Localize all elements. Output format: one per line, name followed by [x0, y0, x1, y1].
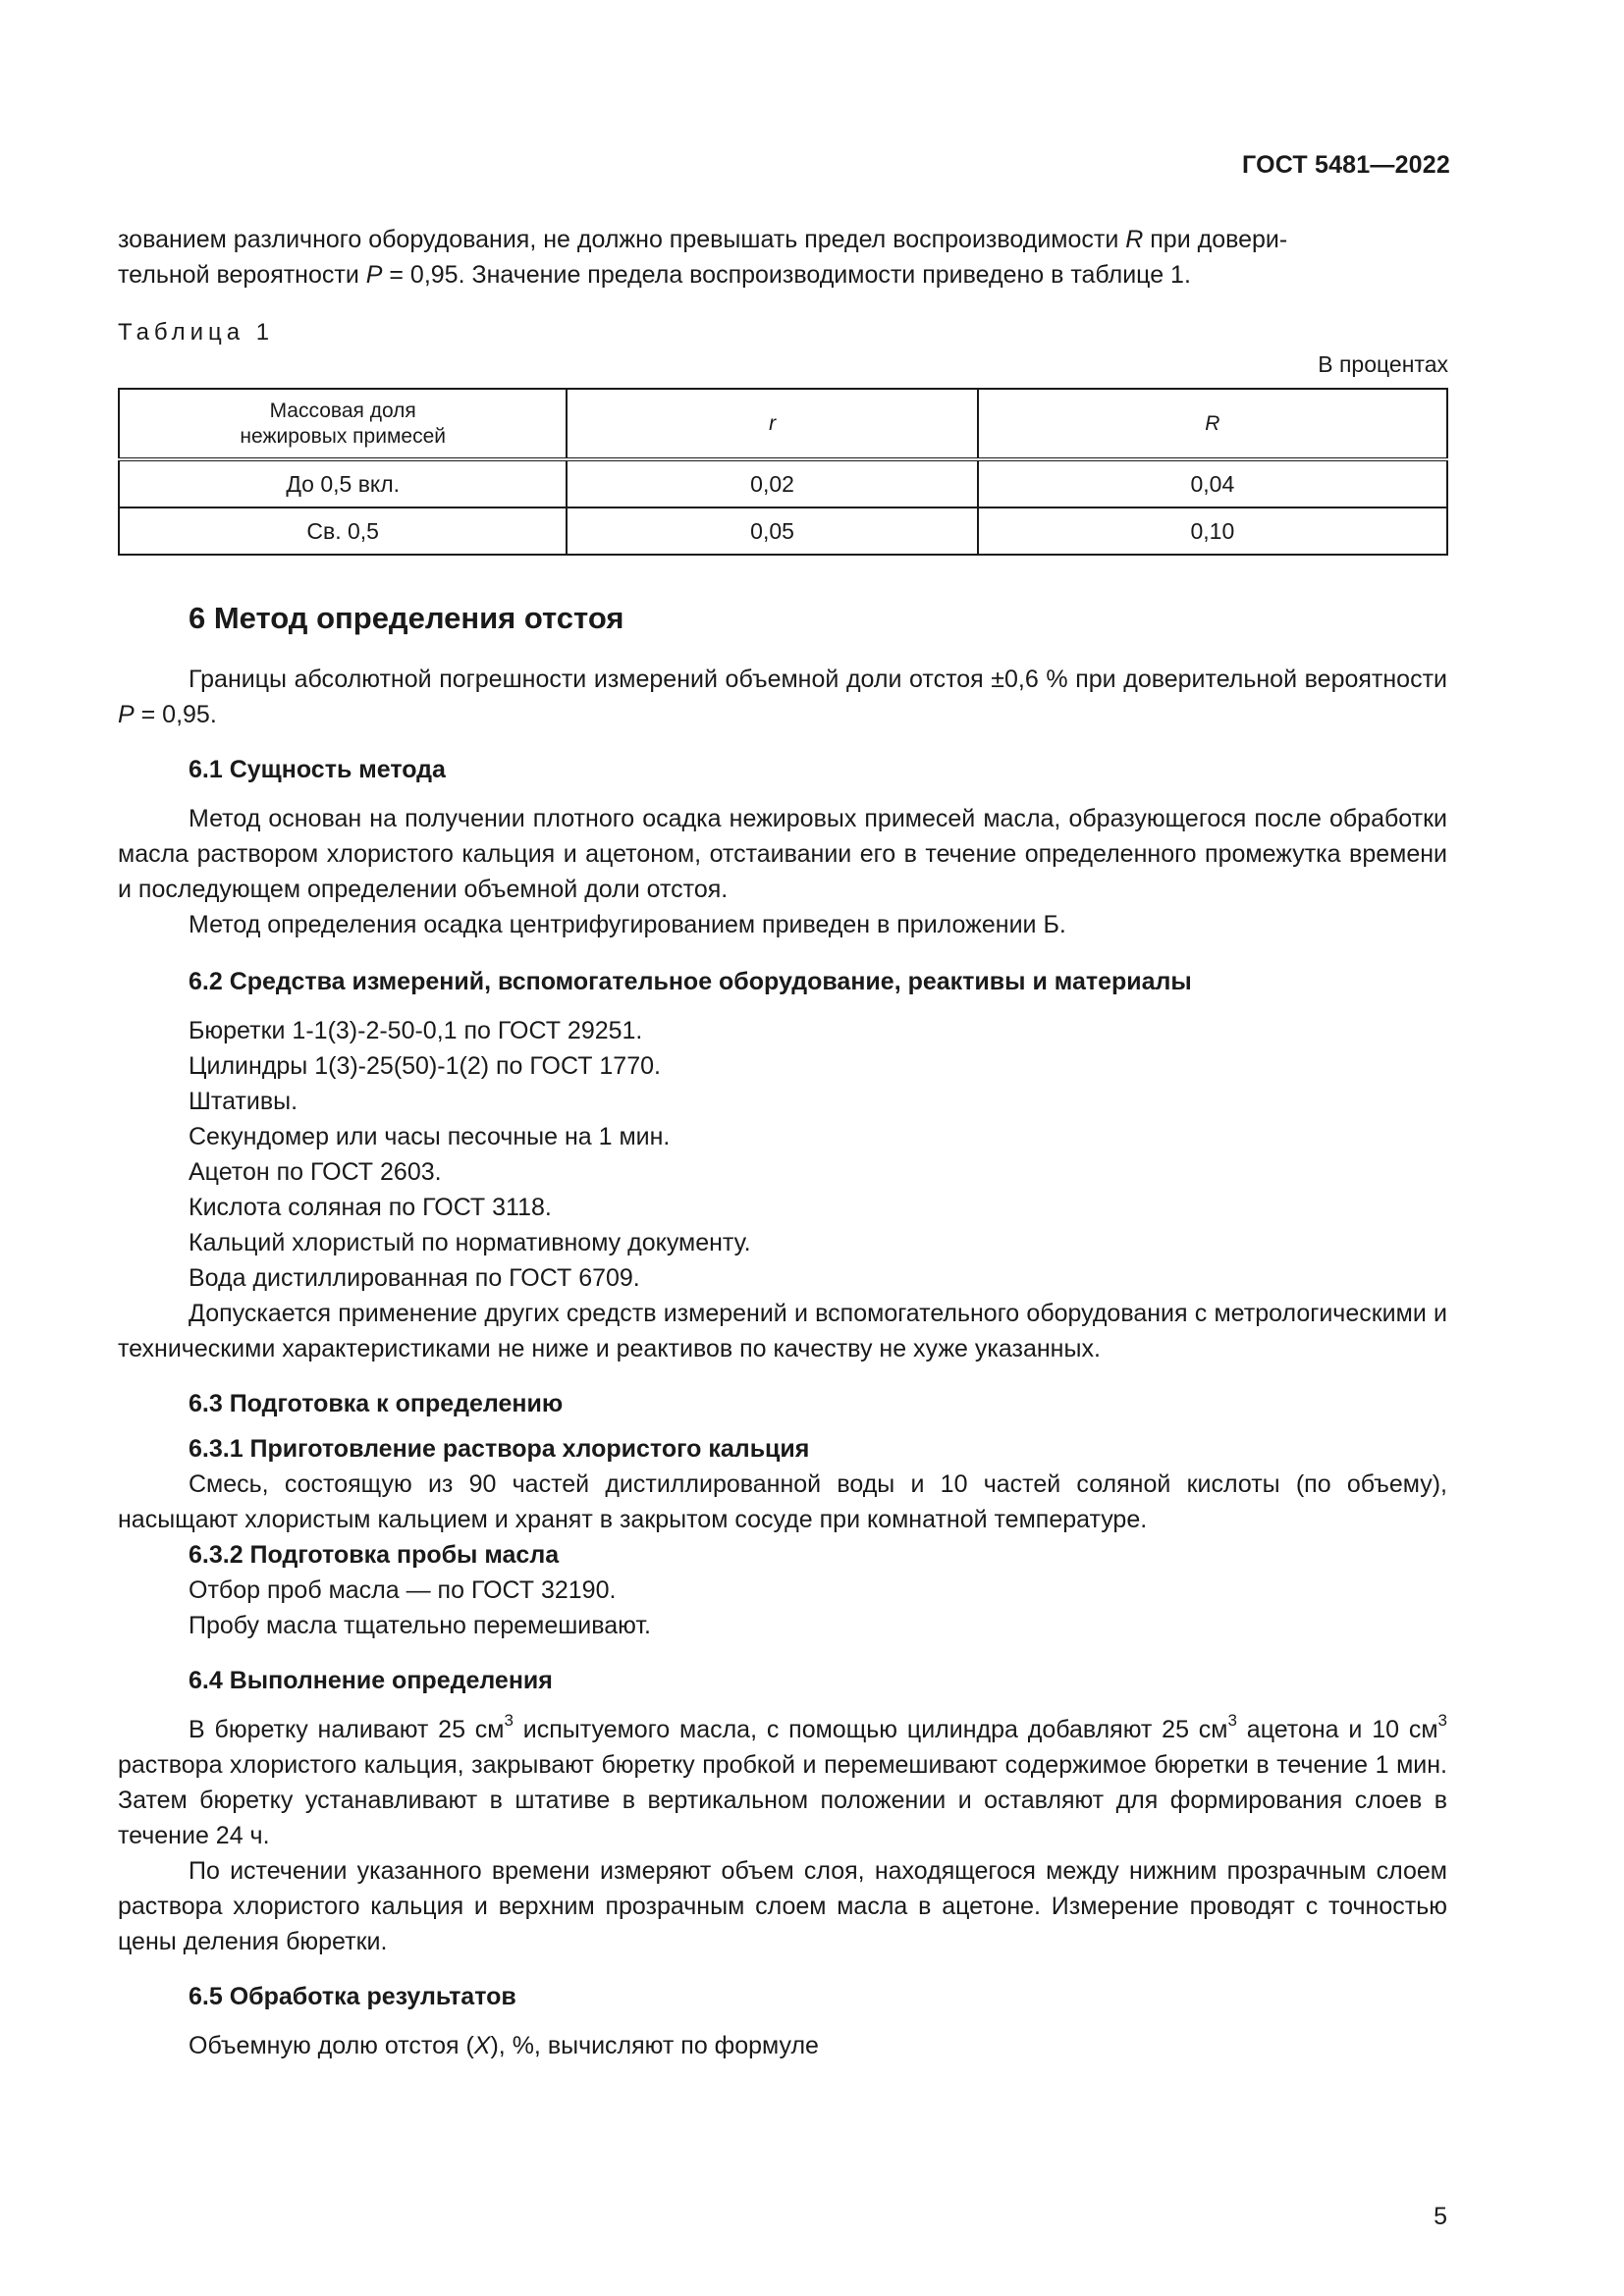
list-item: Бюретки 1-1(3)-2-50-0,1 по ГОСТ 29251. — [189, 1017, 643, 1044]
section-6-4-paragraph: По истечении указанного времени измеряют объем слоя, находящегося между нижним прозрачным слоем раствора хлористого кальция и верхним прозрачным слоем масла в ацетоне. Измерение проводят с точностью цены деления бюретки. — [118, 1857, 1447, 1955]
section-6-1-paragraph: Метод основан на получении плотного осадка нежировых примесей масла, образующегося после обработки масла раствором хлористого кальция и ацетоном, отстаивании его в течение определенного промежутка времени и последующем определении объемной доли отстоя. — [118, 805, 1447, 903]
section-6-title: 6 Метод определения отстоя — [189, 601, 624, 635]
section-6-3-1-paragraph: Смесь, состоящую из 90 частей дистиллированной воды и 10 частей соляной кислоты (по объему), насыщают хлористым кальцием и хранят в закрытом сосуде при комнатной температуре. — [118, 1470, 1447, 1533]
table-cell: 0,05 — [567, 507, 977, 555]
section-6-3-title: 6.3 Подготовка к определению — [189, 1390, 564, 1417]
section-6-paragraph: Границы абсолютной погрешности измерений объемной доли отстоя ±0,6 % при доверительной вероятности P = 0,95. — [118, 666, 1447, 728]
table-cell: Св. 0,5 — [119, 507, 567, 555]
equipment-list — [118, 1013, 1447, 1296]
table-cell: 0,02 — [567, 459, 977, 507]
document-code: ГОСТ 5481—2022 — [1242, 151, 1450, 179]
section-6-body — [118, 662, 1447, 2063]
section-6-3-1-title: 6.3.1 Приготовление раствора хлористого кальция — [189, 1435, 810, 1463]
section-6-3-2-line: Отбор проб масла — по ГОСТ 32190. — [189, 1576, 617, 1604]
section-6-2-title: 6.2 Средства измерений, вспомогательное оборудование, реактивы и материалы — [189, 968, 1192, 995]
section-6-4-title: 6.4 Выполнение определения — [189, 1667, 553, 1694]
table-header-r: r — [567, 389, 977, 459]
precision-table — [118, 388, 1448, 556]
table-row — [119, 459, 1447, 507]
list-item: Штативы. — [189, 1088, 298, 1115]
list-item: Вода дистиллированная по ГОСТ 6709. — [189, 1264, 640, 1292]
table-units: В процентах — [1318, 351, 1448, 377]
section-6-1-paragraph: Метод определения осадка центрифугированием приведен в приложении Б. — [189, 911, 1066, 938]
list-item: Цилиндры 1(3)-25(50)-1(2) по ГОСТ 1770. — [189, 1052, 661, 1080]
table-cell: До 0,5 вкл. — [119, 459, 567, 507]
section-6-5-paragraph: Объемную долю отстоя (X), %, вычисляют по формуле — [189, 2032, 819, 2059]
list-item: Кислота соляная по ГОСТ 3118. — [189, 1194, 552, 1221]
section-6-1-title: 6.1 Сущность метода — [189, 756, 446, 783]
section-6-3-2-title: 6.3.2 Подготовка пробы масла — [189, 1541, 560, 1569]
table-cell: 0,10 — [978, 507, 1447, 555]
section-6-4-paragraph: В бюретку наливают 25 $см^3$ испытуемого масла, с помощью цилиндра добавляют 25 $см^3$ ацетона и 10 $см^3$ раствора хлористого кальция, закрывают бюретку пробкой и перемешивают содержимое бюретки в течение 1 мин. Затем бюретку устанавливают в штативе в вертикальном положении и оставляют для формирования слоев в течение 24 ч. — [118, 1710, 1447, 1849]
section-6-5-title: 6.5 Обработка результатов — [189, 1983, 516, 2010]
table-header-row — [119, 389, 1447, 459]
table-caption: Таблица 1 — [118, 319, 275, 346]
page-number: 5 — [1434, 2203, 1447, 2230]
table-cell: 0,04 — [978, 459, 1447, 507]
section-6-3-2-line: Пробу масла тщательно перемешивают. — [189, 1612, 651, 1639]
section-6-2-paragraph: Допускается применение других средств измерений и вспомогательного оборудования с метрологическими и техническими характеристиками не ниже и реактивов по качеству не хуже указанных. — [118, 1300, 1447, 1362]
table-header-mass-fraction: Массовая доля нежировых примесей — [119, 389, 567, 459]
intro-paragraph: зованием различного оборудования, не должно превышать предел воспроизводимости R при довери- тельной вероятности P = 0,95. Значение предела воспроизводимости приведено в таблице 1. — [118, 226, 1288, 289]
list-item: Ацетон по ГОСТ 2603. — [189, 1158, 442, 1186]
list-item: Секундомер или часы песочные на 1 мин. — [189, 1123, 671, 1150]
table-row — [119, 507, 1447, 555]
table-header-R: R — [978, 389, 1447, 459]
list-item: Кальций хлористый по нормативному документу. — [189, 1229, 751, 1256]
